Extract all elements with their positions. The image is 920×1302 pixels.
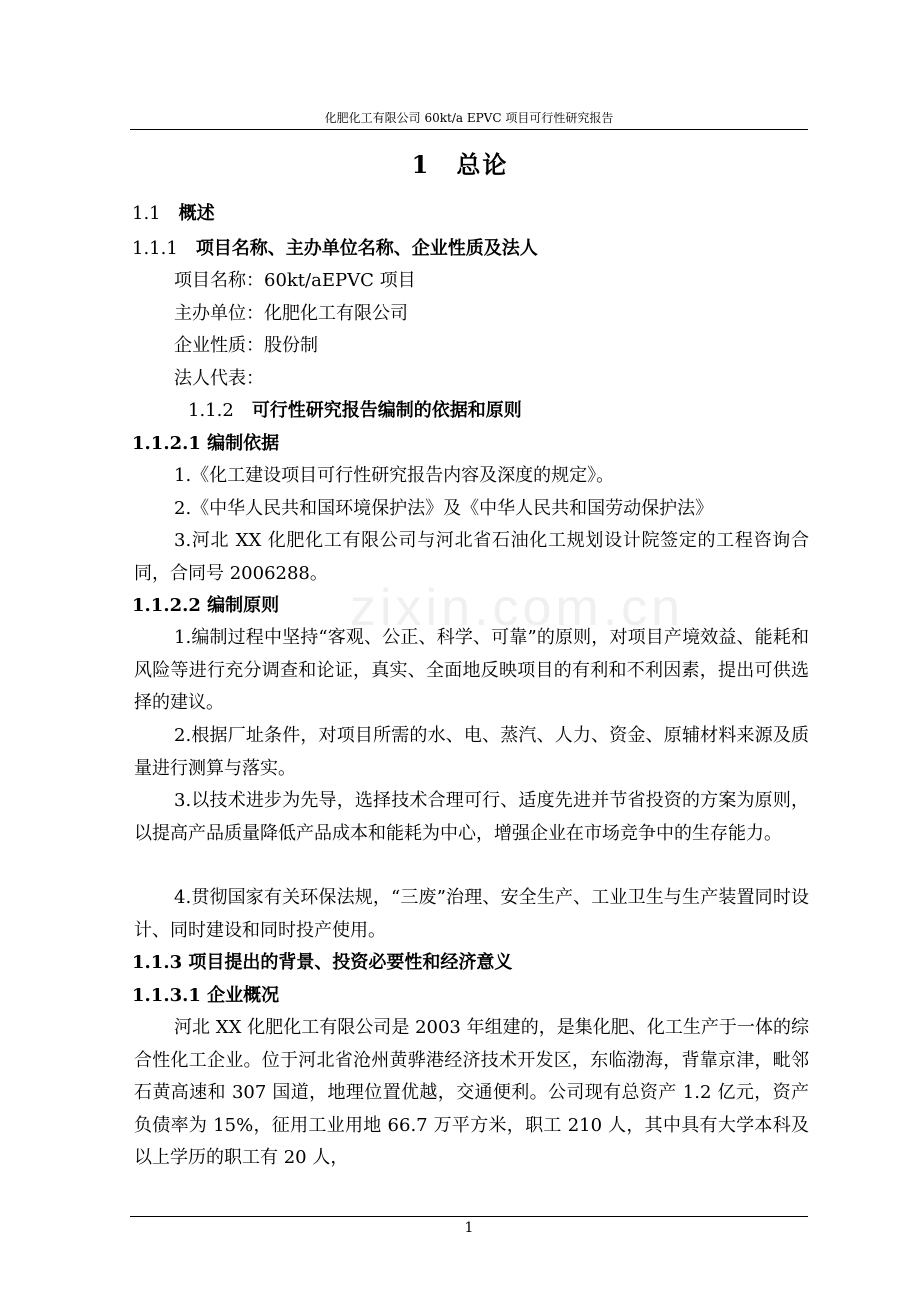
section-number: 1.1: [132, 203, 161, 224]
section-1-1-1-heading: [132, 233, 538, 265]
page-footer: [130, 1216, 808, 1239]
project-name-line: 项目名称：60kt/aEPVC 项目: [174, 270, 416, 291]
chapter-title: [0, 148, 920, 182]
section-title: 可行性研究报告编制的依据和原则: [251, 400, 522, 421]
principle-item-4: 4.贯彻国家有关环保法规，“三废”治理、安全生产、工业卫生与生产装置同时设计、同时建设和同时投产使用。: [134, 887, 809, 941]
page-number: 1: [464, 1220, 474, 1236]
basis-item-2: 2.《中华人民共和国环境保护法》及《中华人民共和国劳动保护法》: [174, 498, 714, 519]
legal-rep-line: 法人代表：: [174, 368, 264, 389]
section-1-1-2-heading: [188, 395, 522, 427]
chapter-title-text: 总论: [456, 150, 509, 179]
enterprise-type-line: 企业性质：股份制: [174, 335, 318, 356]
section-1-1-2-2-heading: 1.1.2.2 编制原则: [132, 595, 280, 616]
basis-item-1: 1.《化工建设项目可行性研究报告内容及深度的规定》。: [174, 465, 615, 486]
section-1-1-3-1-heading: 1.1.3.1 企业概况: [132, 985, 280, 1006]
principle-item-2: 2.根据厂址条件，对项目所需的水、电、蒸汽、人力、资金、原辅材料来源及质量进行测算与落实。: [134, 725, 809, 779]
basis-item-3: 3.河北 XX 化肥化工有限公司与河北省石油化工规划设计院签定的工程咨询合同，合同号 2006288。: [134, 530, 809, 584]
section-number: 1.1.2: [188, 400, 234, 421]
principle-item-3: 3.以技术进步为先导，选择技术合理可行、适度先进并节省投资的方案为原则，以提高产品质量降低产品成本和能耗为中心，增强企业在市场竞争中的生存能力。: [134, 790, 809, 844]
page-header: 化肥化工有限公司 60kt/a EPVC 项目可行性研究报告: [130, 108, 808, 130]
watermark: zixin.com.cn: [350, 579, 685, 637]
sponsor-line: 主办单位：化肥化工有限公司: [174, 303, 408, 324]
principle-item-1: 1.编制过程中坚持“客观、公正、科学、可靠”的原则，对项目产境效益、能耗和风险等进行充分调查和论证，真实、全面地反映项目的有利和不利因素，提出可供选择的建议。: [134, 627, 809, 713]
section-title: 概述: [178, 203, 215, 224]
section-1-1-2-1-heading: 1.1.2.1 编制依据: [132, 433, 280, 454]
company-overview-paragraph: 河北 XX 化肥化工有限公司是 2003 年组建的，是集化肥、化工生产于一体的综合性化工企业。位于河北省沧州黄骅港经济技术开发区，东临渤海，背靠京津，毗邻石黄高速和 307 国道，地理位置优越，交通便利。公司现有总资产 1.2 亿元，资产负债率为 15%，征用工业用地 66.7 万平方米，职工 210 人，其中具有大学本科及以上学历的职工有 20 人，: [134, 1017, 809, 1168]
section-1-1-3-heading: 1.1.3 项目提出的背景、投资必要性和经济意义: [132, 952, 513, 973]
section-1-1-heading: [132, 198, 215, 230]
chapter-number: 1: [411, 150, 431, 179]
section-number: 1.1.1: [132, 238, 178, 259]
section-title: 项目名称、主办单位名称、企业性质及法人: [195, 238, 538, 259]
